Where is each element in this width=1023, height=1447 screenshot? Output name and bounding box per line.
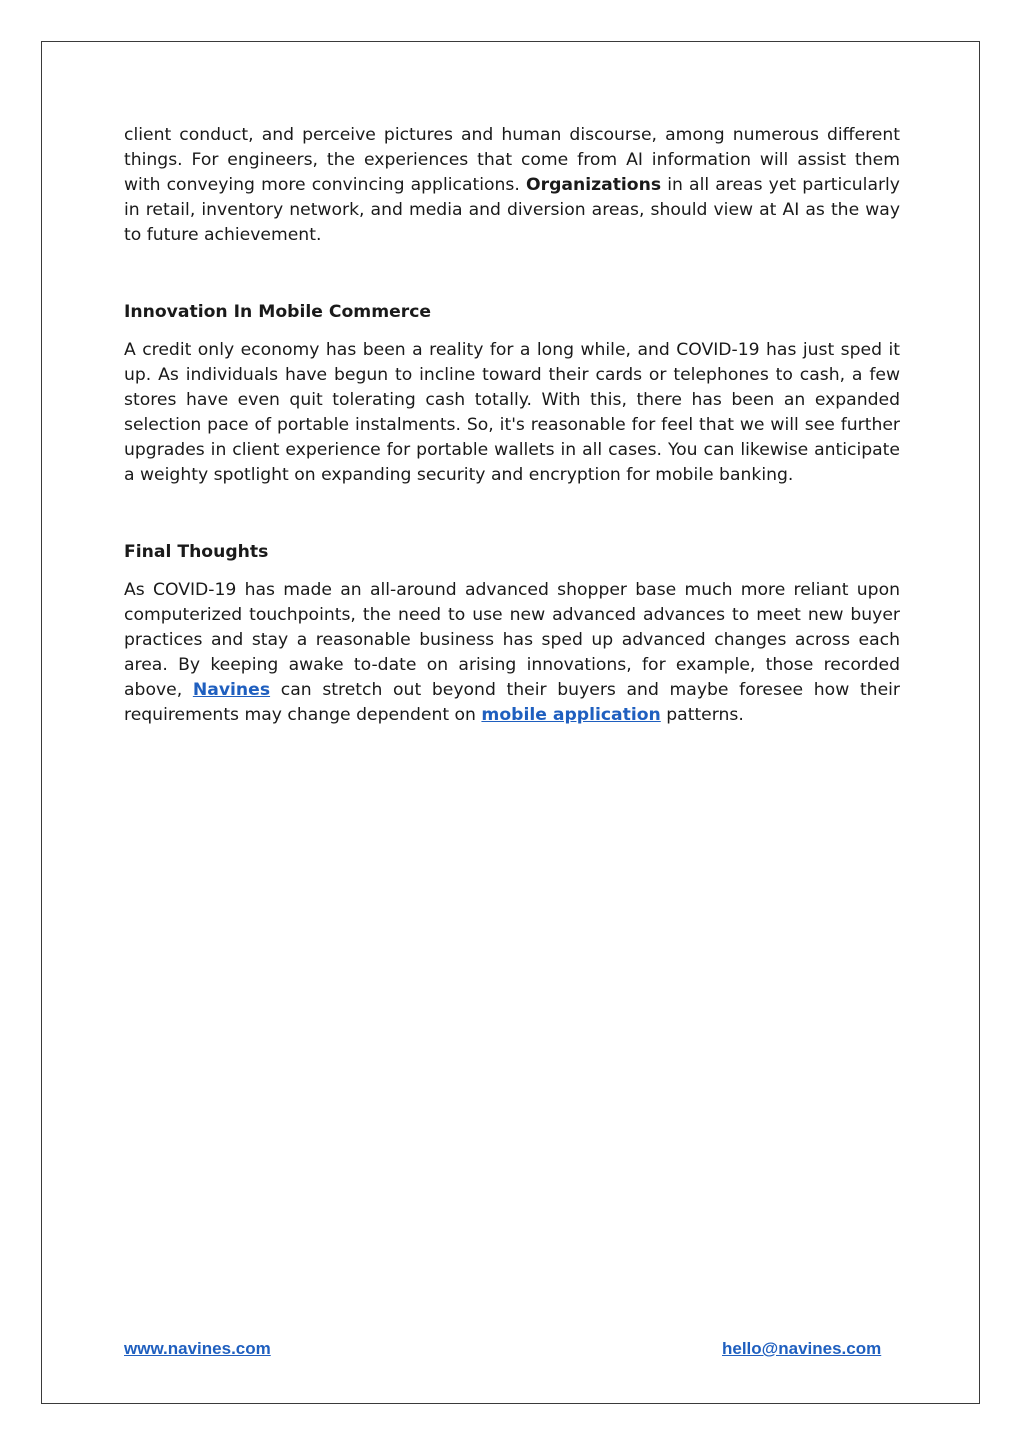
mobile-application-link[interactable]: mobile application (481, 705, 661, 725)
final-text-after: patterns. (660, 705, 744, 725)
intro-paragraph (124, 123, 900, 248)
mobile-commerce-paragraph: A credit only economy has been a reality for a long while, and COVID-19 has just sped it up. As individuals have begun to incline toward their cards or telephones to cash, a few stores have even quit tolerating cash totally. With this, there has been an expanded selection pace of portable instalments. So, it's reasonable for feel that we will see further upgrades in client experience for portable wallets in all cases. You can likewise anticipate a weighty spotlight on expanding security and encryption for mobile banking. (124, 340, 900, 485)
intro-text-after: in all areas yet particularly in retail, inventory network, and media and diversion areas, should view at AI as the way to future achievement. (124, 175, 900, 245)
final-text-middle: can stretch out beyond their buyers and maybe foresee how their requirements may change dependent on (124, 680, 900, 725)
heading-final-thoughts: Final Thoughts (124, 542, 269, 562)
navines-link[interactable]: Navines (192, 680, 271, 700)
final-text-before: As COVID-19 has made an all-around advanced shopper base much more reliant upon computerized touchpoints, the need to use new advanced advances to meet new buyer practices and stay a reasonable business has sped up advanced changes across each area. By keeping awake to-date on arising innovations, for example, those recorded above, (124, 580, 900, 700)
heading-mobile-commerce: Innovation In Mobile Commerce (124, 302, 432, 322)
footer-email-link[interactable]: hello@navines.com (722, 1339, 882, 1358)
intro-text-before: client conduct, and perceive pictures and human discourse, among numerous different things. For engineers, the experiences that come from AI information will assist them with conveying more convincing applications. (124, 125, 900, 195)
document-body (124, 123, 900, 728)
footer-website-link[interactable]: www.navines.com (124, 1339, 271, 1358)
final-thoughts-paragraph (124, 578, 900, 728)
organizations-bold: Organizations (525, 175, 662, 195)
